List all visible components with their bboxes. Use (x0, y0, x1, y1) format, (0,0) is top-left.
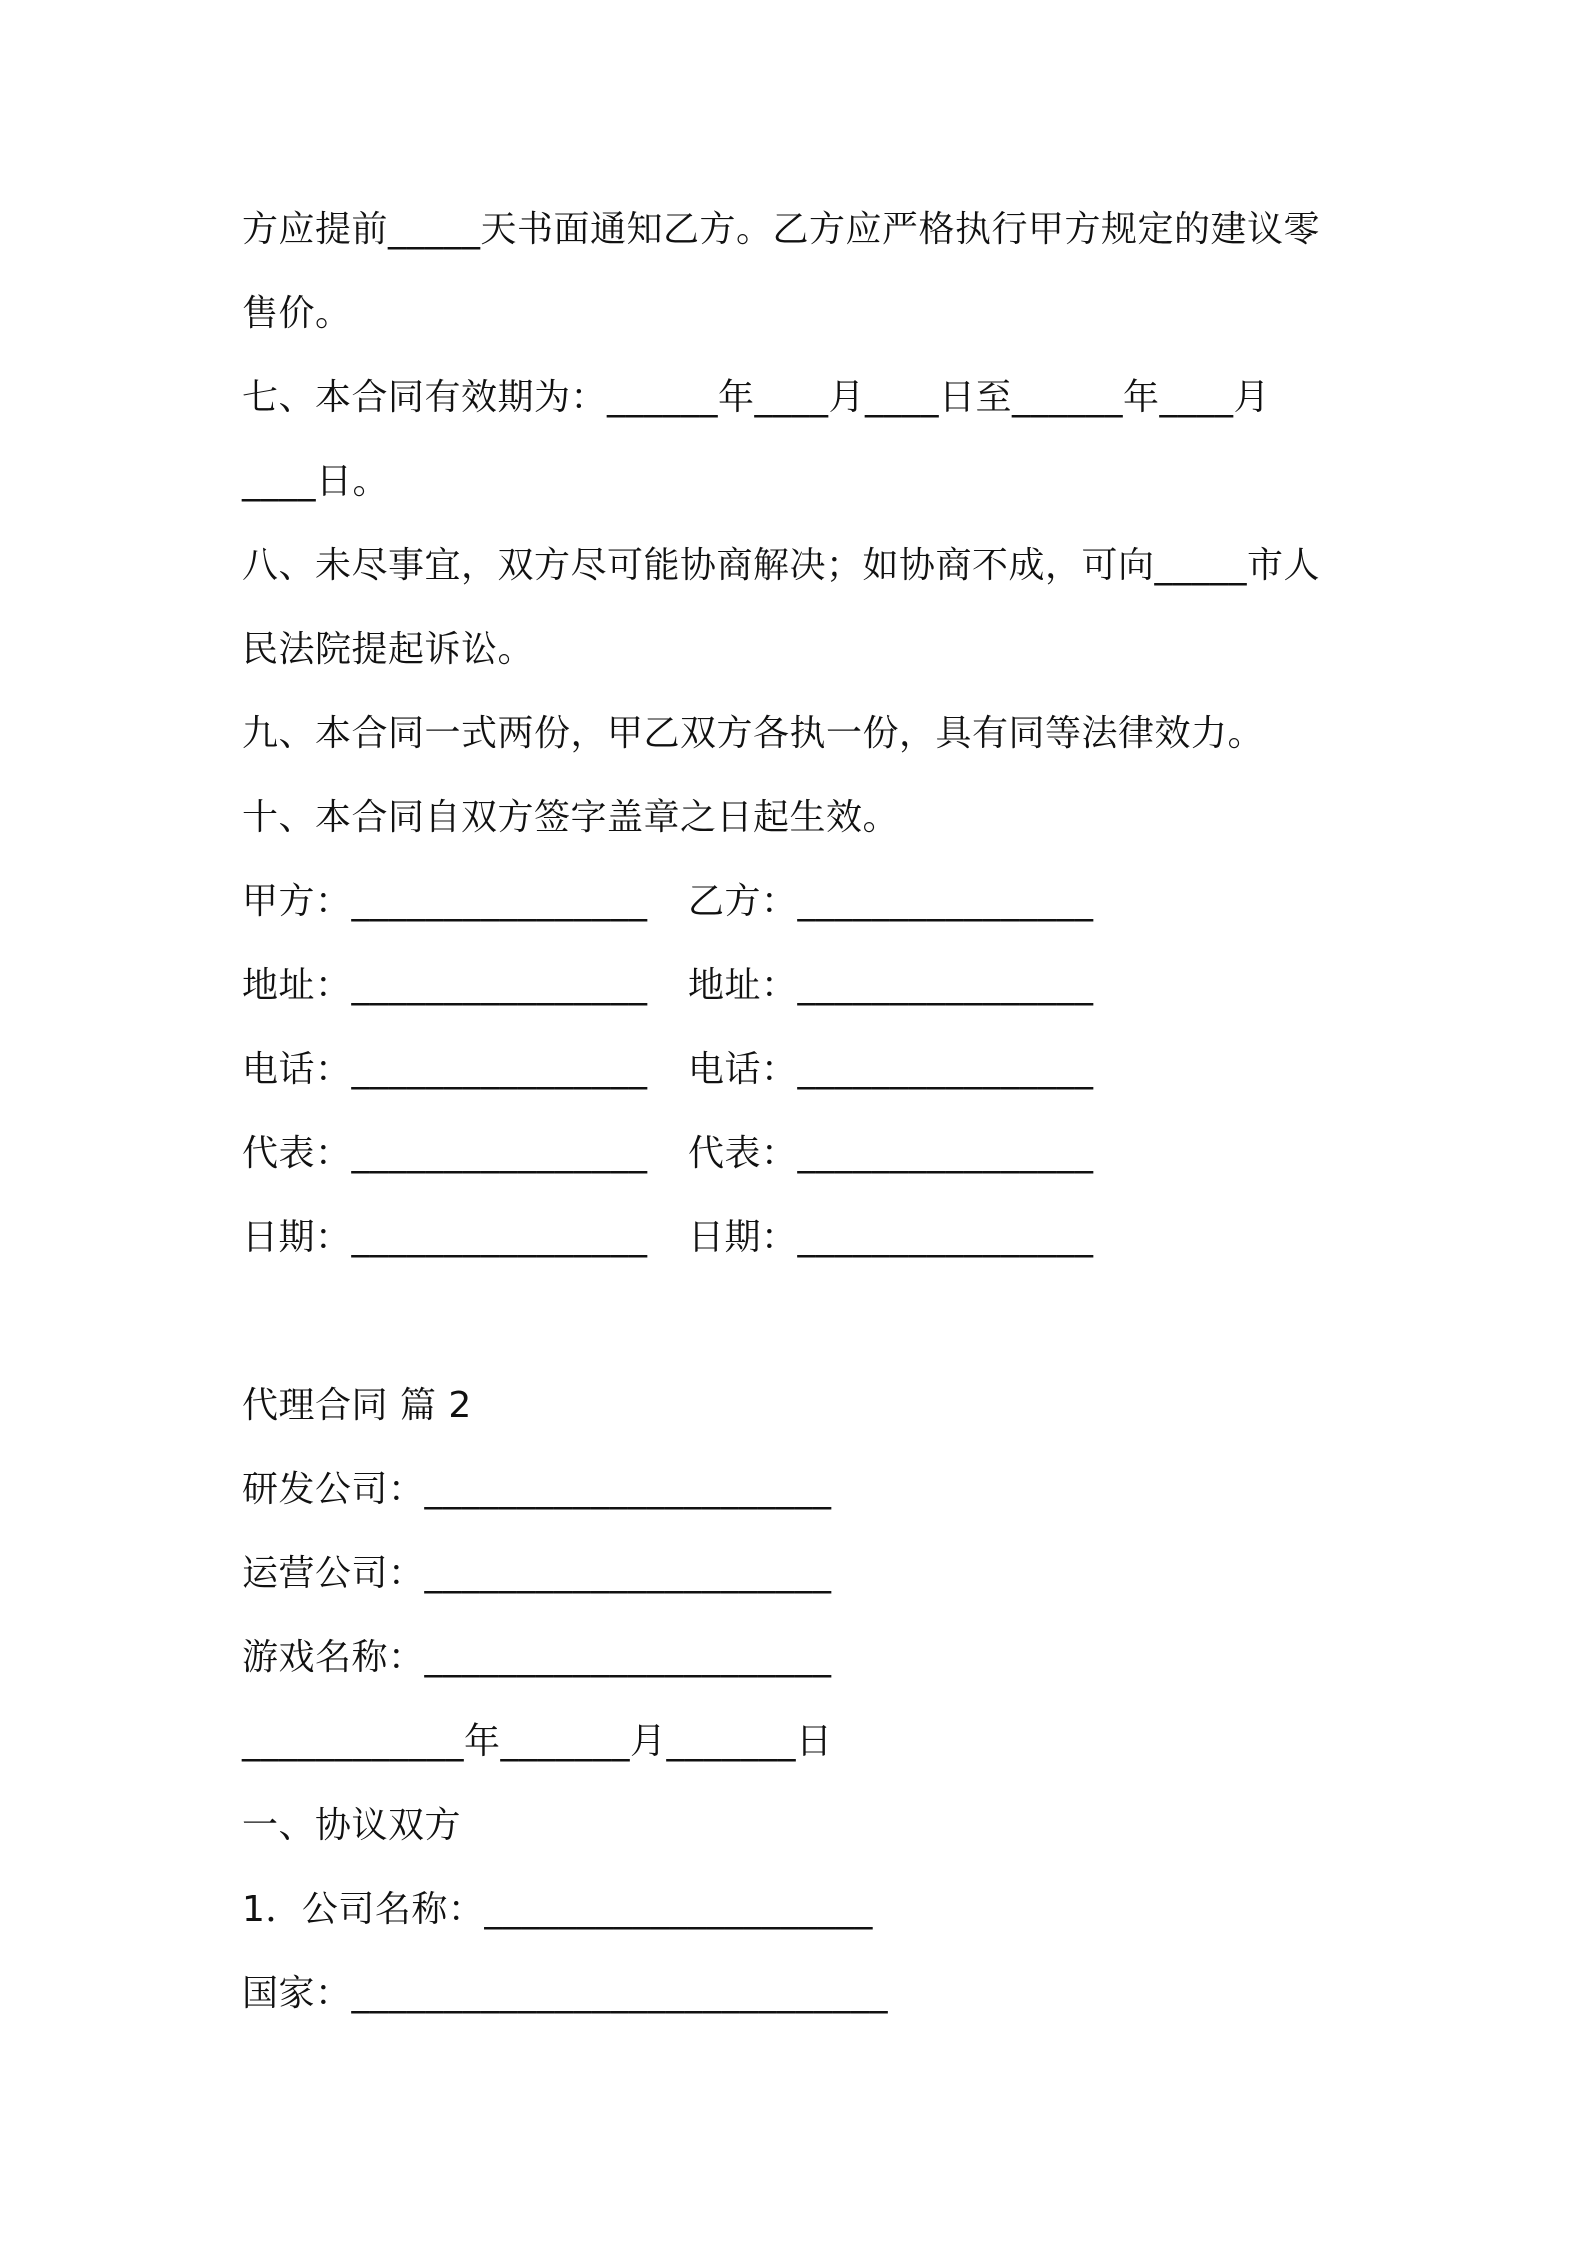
representative-a-field: 代表：________________ (242, 1133, 648, 1174)
phone-a-field: 电话：________________ (242, 1049, 648, 1090)
representative-b-field: 代表：________________ (688, 1133, 1094, 1174)
party-a-field: 甲方：________________ (242, 881, 648, 922)
paragraph-line: ____日。 (242, 461, 390, 502)
address-a-field: 地址：________________ (242, 965, 648, 1006)
section-heading: 一、协议双方 (242, 1805, 462, 1846)
phone-b-field: 电话：________________ (688, 1049, 1094, 1090)
company-name-field: 1．公司名称：_____________________ (242, 1889, 873, 1930)
clause-7: 七、本合同有效期为：______年____月____日至______年____月 (242, 377, 1271, 418)
section-2-title: 代理合同 篇 2 (242, 1385, 472, 1426)
paragraph-line: 售价。 (242, 293, 352, 334)
paragraph-line: 民法院提起诉讼。 (242, 629, 535, 670)
date-field: ____________年_______月_______日 (242, 1721, 833, 1762)
clause-9: 九、本合同一式两份，甲乙双方各执一份，具有同等法律效力。 (242, 713, 1265, 754)
party-b-field: 乙方：________________ (688, 881, 1094, 922)
date-a-field: 日期：________________ (242, 1217, 648, 1258)
date-b-field: 日期：________________ (688, 1217, 1094, 1258)
clause-10: 十、本合同自双方签字盖章之日起生效。 (242, 797, 900, 838)
developer-company-field: 研发公司：______________________ (242, 1469, 832, 1510)
game-name-field: 游戏名称：______________________ (242, 1637, 832, 1678)
country-field: 国家：_____________________________ (242, 1973, 889, 2014)
paragraph-line: 方应提前_____天书面通知乙方。乙方应严格执行甲方规定的建议零 (242, 209, 1321, 250)
operator-company-field: 运营公司：______________________ (242, 1553, 832, 1594)
address-b-field: 地址：________________ (688, 965, 1094, 1006)
clause-8: 八、未尽事宜，双方尽可能协商解决；如协商不成，可向_____市人 (242, 545, 1321, 586)
